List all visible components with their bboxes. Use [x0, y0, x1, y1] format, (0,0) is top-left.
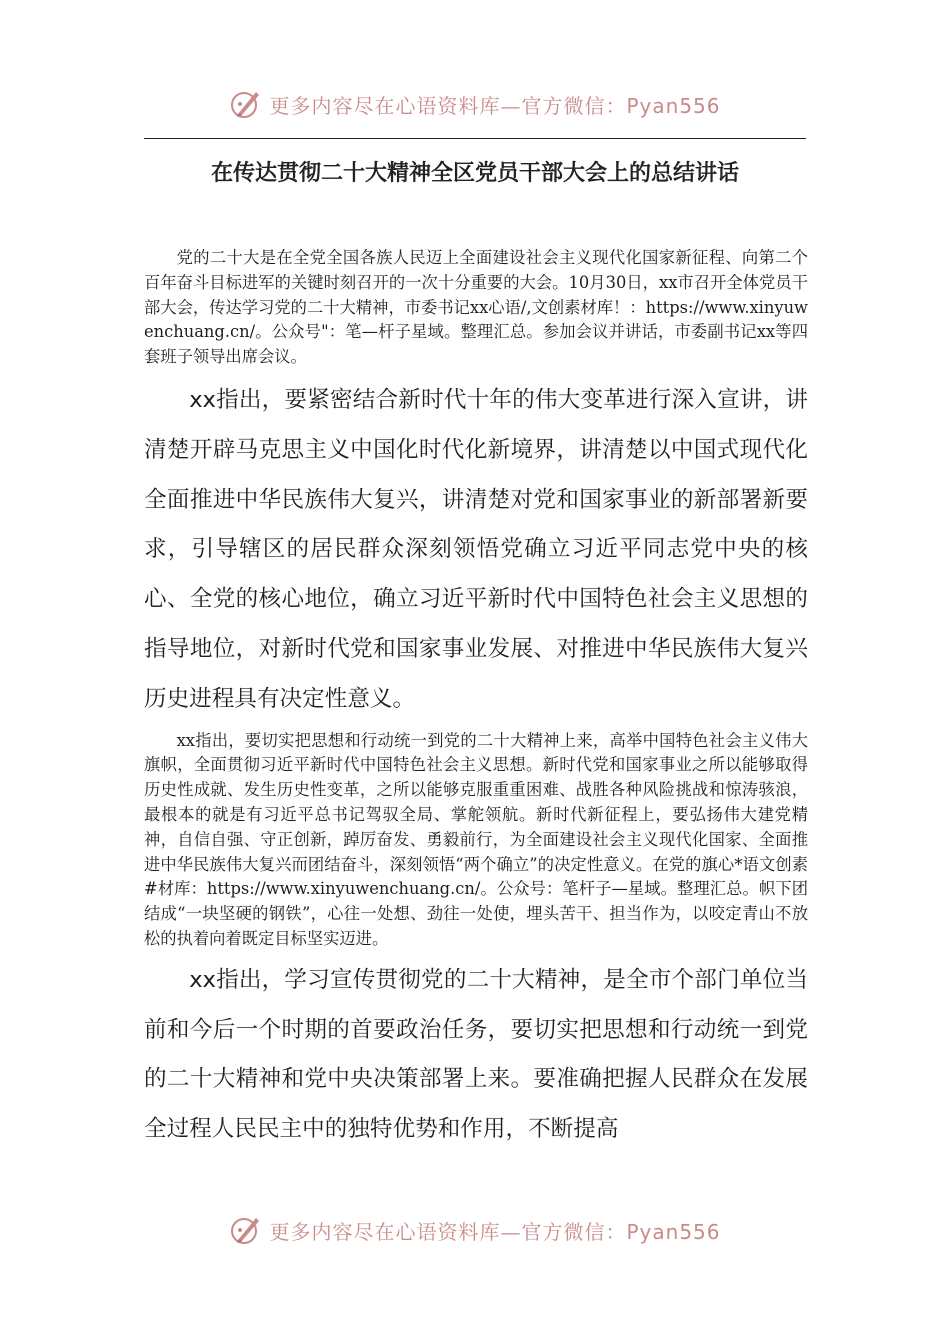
banner-text: 更多内容尽在心语资料库—官方微信：Pyan556	[269, 1219, 721, 1244]
paragraph-3: xx指出，要切实把思想和行动统一到党的二十大精神上来，高举中国特色社会主义伟大旗帜，全面贯彻习近平新时代中国特色社会主义思想。新时代党和国家事业之所以能够取得历史性成就、发生历史性变革，之所以能够克服重重困难、战胜各种风险挑战和惊涛骇浪，最根本的就是有习近平总书记驾驭全局、掌舵领航。新时代新征程上，要弘扬伟大建党精神，自信自强、守正创新，踔厉奋发、勇毅前行，为全面建设社会主义现代化国家、全面推进中华民族伟大复兴而团结奋斗，深刻领悟“两个确立”的决定性意义。在党的旗心*语文创素#材库：https://www.xinyuwenchuang.cn/。公众号：笔杆子—星域。整理汇总。帜下团结成“一块坚硬的钢铁”，心往一处想、劲往一处使，埋头苦干、担当作为，以咬定青山不放松的执着向着既定目标坚实迈进。	[144, 730, 808, 948]
header-divider	[144, 138, 806, 139]
document-title: 在传达贯彻二十大精神全区党员干部大会上的总结讲话	[210, 161, 739, 186]
paragraph-1: 党的二十大是在全党全国各族人民迈上全面建设社会主义现代化国家新征程、向第二个百年奋斗目标进军的关键时刻召开的一次十分重要的大会。10月30日，xx市召开全体党员干部大会，传达学习党的二十大精神，市委书记xx心语/,文创素材库！：https://www.xinyuwenchuang.cn/。公众号"：笔—杆子星域。整理汇总。参加会议并讲话，市委副书记xx等四套班子领导出席会议。	[144, 248, 808, 367]
header-banner	[0, 82, 950, 126]
banner-text: 更多内容尽在心语资料库—官方微信：Pyan556	[269, 93, 721, 118]
wechat-id: Pyan556	[626, 93, 721, 118]
quill-pen-logo-icon	[229, 1213, 263, 1247]
document-body	[144, 246, 808, 1155]
footer-banner	[0, 1208, 950, 1252]
paragraph-4: xx指出，学习宣传贯彻党的二十大精神，是全市个部门单位当前和今后一个时期的首要政治任务，要切实把思想和行动统一到党的二十大精神和党中央决策部署上来。要准确把握人民群众在发展全过程人民民主中的独特优势和作用，不断提高	[144, 966, 808, 1143]
quill-pen-logo-icon	[229, 87, 263, 121]
wechat-id: Pyan556	[626, 1219, 721, 1244]
paragraph-2: xx指出，要紧密结合新时代十年的伟大变革进行深入宣讲，讲清楚开辟马克思主义中国化时代化新境界，讲清楚以中国式现代化全面推进中华民族伟大复兴，讲清楚对党和国家事业的新部署新要求，引导辖区的居民群众深刻领悟党确立习近平同志党中央的核心、全党的核心地位，确立习近平新时代中国特色社会主义思想的指导地位，对新时代党和国家事业发展、对推进中华民族伟大复兴历史进程具有决定性意义。	[144, 386, 808, 712]
